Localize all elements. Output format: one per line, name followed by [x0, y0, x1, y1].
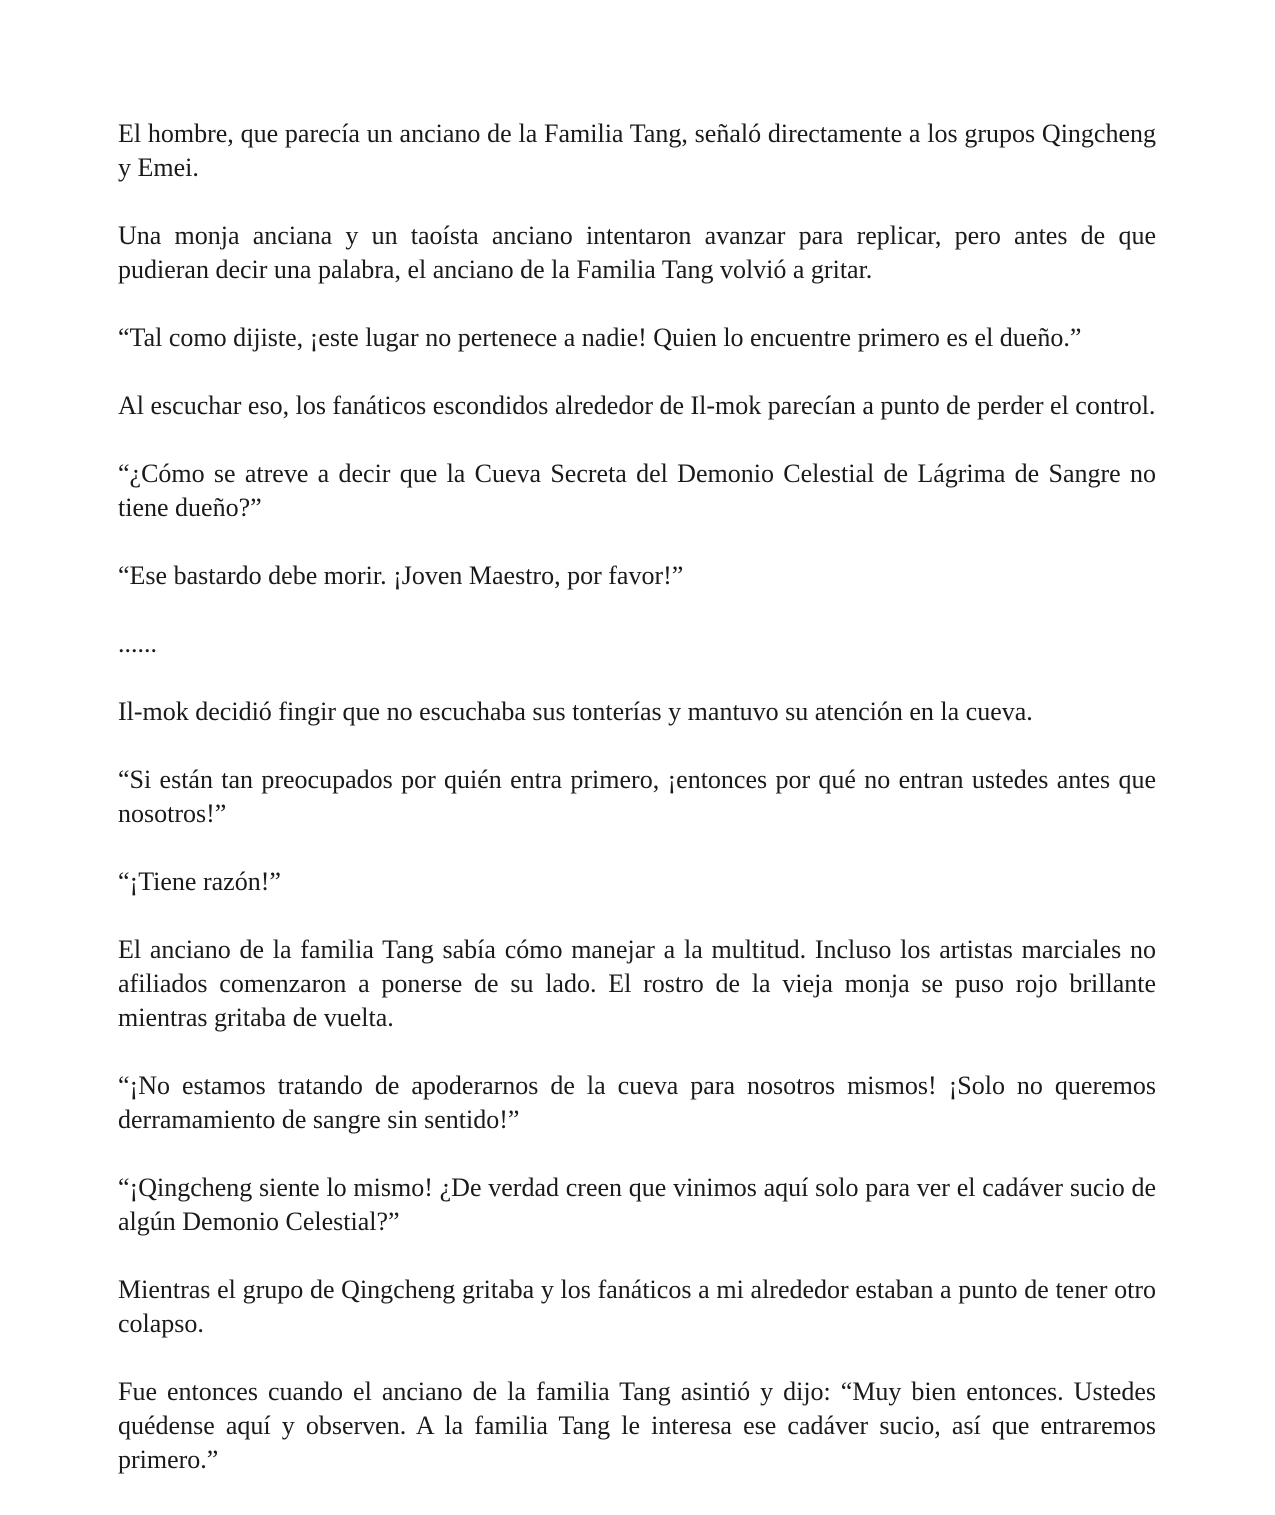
paragraph: “Tal como dijiste, ¡este lugar no pertenece a nadie! Quien lo encuentre primero es el dueño.” — [118, 323, 1082, 352]
paragraph: “¿Cómo se atreve a decir que la Cueva Secreta del Demonio Celestial de Lágrima de Sangre no tiene dueño?” — [118, 459, 1156, 522]
paragraph: Una monja anciana y un taoísta anciano intentaron avanzar para replicar, pero antes de que pudieran decir una palabra, el anciano de la Familia Tang volvió a gritar. — [118, 221, 1156, 284]
paragraph: Mientras el grupo de Qingcheng gritaba y los fanáticos a mi alrededor estaban a punto de tener otro colapso. — [118, 1275, 1156, 1338]
paragraph: “¡No estamos tratando de apoderarnos de la cueva para nosotros mismos! ¡Solo no queremos derramamiento de sangre sin sentido!” — [118, 1071, 1156, 1134]
paragraph: El anciano de la familia Tang sabía cómo manejar a la multitud. Incluso los artistas marciales no afiliados comenzaron a ponerse de su lado. El rostro de la vieja monja se puso rojo brillante mientras gritaba de vuelta. — [118, 935, 1156, 1032]
paragraph: Al escuchar eso, los fanáticos escondidos alrededor de Il-mok parecían a punto de perder el control. — [118, 391, 1156, 420]
paragraph: Il-mok decidió fingir que no escuchaba sus tonterías y mantuvo su atención en la cueva. — [118, 697, 1033, 726]
document-page — [118, 117, 1156, 1515]
paragraph: Fue entonces cuando el anciano de la familia Tang asintió y dijo: “Muy bien entonces. Ustedes quédense aquí y observen. A la familia Tang le interesa ese cadáver sucio, así que entraremos primero.” — [118, 1377, 1156, 1474]
paragraph: “¡Tiene razón!” — [118, 867, 281, 896]
paragraph: “Si están tan preocupados por quién entra primero, ¡entonces por qué no entran ustedes antes que nosotros!” — [118, 765, 1156, 828]
paragraph: “¡Qingcheng siente lo mismo! ¿De verdad creen que vinimos aquí solo para ver el cadáver sucio de algún Demonio Celestial?” — [118, 1173, 1156, 1236]
scene-break: ...... — [118, 629, 157, 658]
paragraph: “Ese bastardo debe morir. ¡Joven Maestro, por favor!” — [118, 561, 684, 590]
paragraph: El hombre, que parecía un anciano de la Familia Tang, señaló directamente a los grupos Qingcheng y Emei. — [118, 119, 1156, 182]
